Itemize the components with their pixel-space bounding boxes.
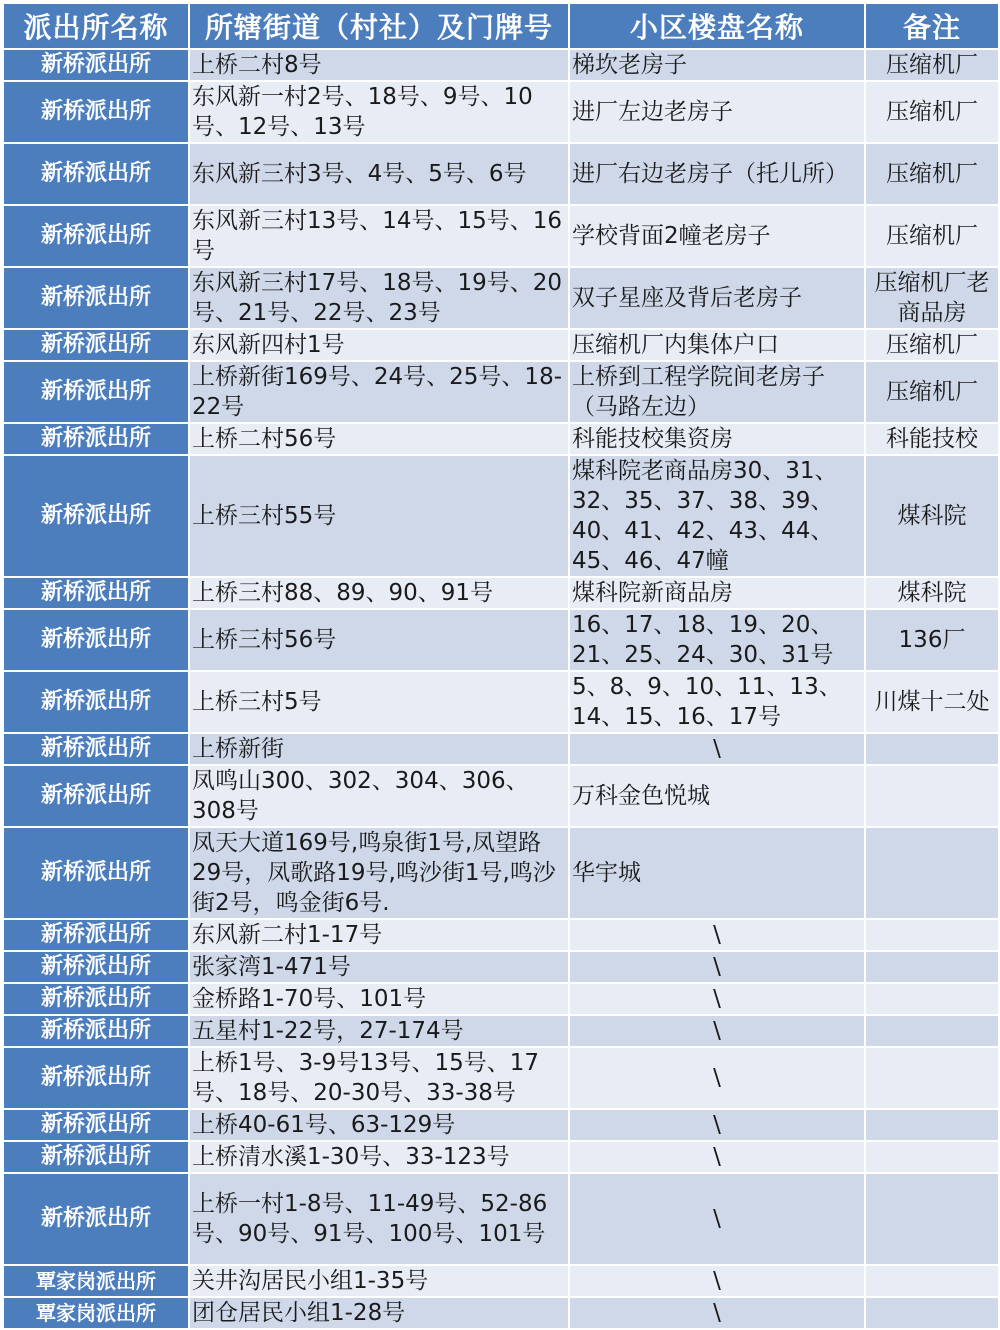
street-cell: 张家湾1-471号 [189, 951, 569, 983]
table-row [3, 1109, 999, 1141]
table-row [3, 609, 999, 671]
station-cell: 新桥派出所 [3, 827, 189, 919]
note-cell: 煤科院 [865, 577, 999, 609]
table-row [3, 143, 999, 205]
table-row [3, 1047, 999, 1109]
community-cell: \ [569, 919, 865, 951]
table-row [3, 827, 999, 919]
table-row [3, 1015, 999, 1047]
station-cell: 新桥派出所 [3, 1015, 189, 1047]
street-cell: 上桥40-61号、63-129号 [189, 1109, 569, 1141]
community-cell: 16、17、18、19、20、21、25、24、30、31号 [569, 609, 865, 671]
community-cell: \ [569, 1265, 865, 1297]
street-cell: 上桥三村56号 [189, 609, 569, 671]
table-row [3, 329, 999, 361]
community-cell: 进厂右边老房子（托儿所） [569, 143, 865, 205]
note-cell [865, 733, 999, 765]
header-street: 所辖街道（村社）及门牌号 [189, 3, 569, 49]
note-cell: 科能技校 [865, 423, 999, 455]
street-cell: 东风新三村3号、4号、5号、6号 [189, 143, 569, 205]
street-cell: 东风新二村1-17号 [189, 919, 569, 951]
table-row [3, 733, 999, 765]
community-cell: \ [569, 1173, 865, 1265]
community-cell: \ [569, 1015, 865, 1047]
street-cell: 东风新三村13号、14号、15号、16号 [189, 205, 569, 267]
note-cell [865, 765, 999, 827]
station-cell: 新桥派出所 [3, 671, 189, 733]
note-cell [865, 1297, 999, 1329]
header-row [3, 3, 999, 49]
table-row [3, 1173, 999, 1265]
table-row [3, 1265, 999, 1297]
note-cell: 压缩机厂 [865, 49, 999, 81]
community-cell: \ [569, 983, 865, 1015]
street-cell: 凤鸣山300、302、304、306、308号 [189, 765, 569, 827]
police-station-jurisdiction-table [2, 2, 1000, 1330]
note-cell [865, 1265, 999, 1297]
note-cell [865, 827, 999, 919]
station-cell: 新桥派出所 [3, 361, 189, 423]
station-cell: 新桥派出所 [3, 1047, 189, 1109]
community-cell: \ [569, 1047, 865, 1109]
station-cell: 新桥派出所 [3, 81, 189, 143]
table-row [3, 577, 999, 609]
station-cell: 覃家岗派出所 [3, 1297, 189, 1329]
street-cell: 凤天大道169号,鸣泉街1号,凤望路29号，凤歌路19号,鸣沙街1号,鸣沙街2号，鸣金街6号. [189, 827, 569, 919]
community-cell: 学校背面2幢老房子 [569, 205, 865, 267]
station-cell: 新桥派出所 [3, 49, 189, 81]
community-cell: 煤科院老商品房30、31、32、35、37、38、39、40、41、42、43、44、45、46、47幢 [569, 455, 865, 577]
community-cell: 煤科院新商品房 [569, 577, 865, 609]
station-cell: 新桥派出所 [3, 267, 189, 329]
street-cell: 团仓居民小组1-28号 [189, 1297, 569, 1329]
street-cell: 金桥路1-70号、101号 [189, 983, 569, 1015]
station-cell: 新桥派出所 [3, 205, 189, 267]
community-cell: \ [569, 1109, 865, 1141]
table-row [3, 455, 999, 577]
station-cell: 新桥派出所 [3, 609, 189, 671]
table-row [3, 951, 999, 983]
table-row [3, 1297, 999, 1329]
community-cell: 双子星座及背后老房子 [569, 267, 865, 329]
table-body [3, 49, 999, 1329]
community-cell: 万科金色悦城 [569, 765, 865, 827]
note-cell: 压缩机厂 [865, 81, 999, 143]
note-cell: 川煤十二处 [865, 671, 999, 733]
table-row [3, 205, 999, 267]
station-cell: 新桥派出所 [3, 1141, 189, 1173]
table-row [3, 919, 999, 951]
station-cell: 新桥派出所 [3, 455, 189, 577]
community-cell: 压缩机厂内集体户口 [569, 329, 865, 361]
street-cell: 关井沟居民小组1-35号 [189, 1265, 569, 1297]
note-cell [865, 919, 999, 951]
street-cell: 上桥清水溪1-30号、33-123号 [189, 1141, 569, 1173]
community-cell: 华宇城 [569, 827, 865, 919]
station-cell: 新桥派出所 [3, 919, 189, 951]
street-cell: 东风新一村2号、18号、9号、10号、12号、13号 [189, 81, 569, 143]
note-cell: 压缩机厂 [865, 361, 999, 423]
header-note: 备注 [865, 3, 999, 49]
street-cell: 上桥新街 [189, 733, 569, 765]
community-cell: 科能技校集资房 [569, 423, 865, 455]
table-row [3, 361, 999, 423]
note-cell: 压缩机厂 [865, 205, 999, 267]
table-row [3, 671, 999, 733]
community-cell: 梯坎老房子 [569, 49, 865, 81]
station-cell: 新桥派出所 [3, 577, 189, 609]
note-cell [865, 1015, 999, 1047]
street-cell: 上桥二村8号 [189, 49, 569, 81]
street-cell: 上桥1号、3-9号13号、15号、17号、18号、20-30号、33-38号 [189, 1047, 569, 1109]
station-cell: 新桥派出所 [3, 143, 189, 205]
note-cell [865, 983, 999, 1015]
community-cell: \ [569, 733, 865, 765]
street-cell: 上桥三村88、89、90、91号 [189, 577, 569, 609]
station-cell: 新桥派出所 [3, 765, 189, 827]
street-cell: 上桥三村5号 [189, 671, 569, 733]
note-cell [865, 1141, 999, 1173]
station-cell: 新桥派出所 [3, 329, 189, 361]
table-row [3, 765, 999, 827]
street-cell: 上桥一村1-8号、11-49号、52-86号、90号、91号、100号、101号 [189, 1173, 569, 1265]
station-cell: 新桥派出所 [3, 1173, 189, 1265]
note-cell [865, 1047, 999, 1109]
table-row [3, 49, 999, 81]
community-cell: 上桥到工程学院间老房子（马路左边） [569, 361, 865, 423]
station-cell: 新桥派出所 [3, 983, 189, 1015]
station-cell: 覃家岗派出所 [3, 1265, 189, 1297]
street-cell: 上桥二村56号 [189, 423, 569, 455]
street-cell: 东风新四村1号 [189, 329, 569, 361]
table-row [3, 983, 999, 1015]
community-cell: \ [569, 1297, 865, 1329]
community-cell: 5、8、9、10、11、13、14、15、16、17号 [569, 671, 865, 733]
community-cell: \ [569, 951, 865, 983]
note-cell [865, 1109, 999, 1141]
note-cell: 煤科院 [865, 455, 999, 577]
community-cell: 进厂左边老房子 [569, 81, 865, 143]
note-cell: 压缩机厂老商品房 [865, 267, 999, 329]
note-cell: 压缩机厂 [865, 143, 999, 205]
table-row [3, 423, 999, 455]
note-cell [865, 1173, 999, 1265]
station-cell: 新桥派出所 [3, 951, 189, 983]
street-cell: 东风新三村17号、18号、19号、20号、21号、22号、23号 [189, 267, 569, 329]
community-cell: \ [569, 1141, 865, 1173]
street-cell: 上桥三村55号 [189, 455, 569, 577]
street-cell: 上桥新街169号、24号、25号、18-22号 [189, 361, 569, 423]
note-cell: 136厂 [865, 609, 999, 671]
header-station: 派出所名称 [3, 3, 189, 49]
header-community: 小区楼盘名称 [569, 3, 865, 49]
station-cell: 新桥派出所 [3, 1109, 189, 1141]
table-row [3, 267, 999, 329]
note-cell [865, 951, 999, 983]
table-row [3, 81, 999, 143]
note-cell: 压缩机厂 [865, 329, 999, 361]
table-row [3, 1141, 999, 1173]
station-cell: 新桥派出所 [3, 423, 189, 455]
street-cell: 五星村1-22号，27-174号 [189, 1015, 569, 1047]
station-cell: 新桥派出所 [3, 733, 189, 765]
